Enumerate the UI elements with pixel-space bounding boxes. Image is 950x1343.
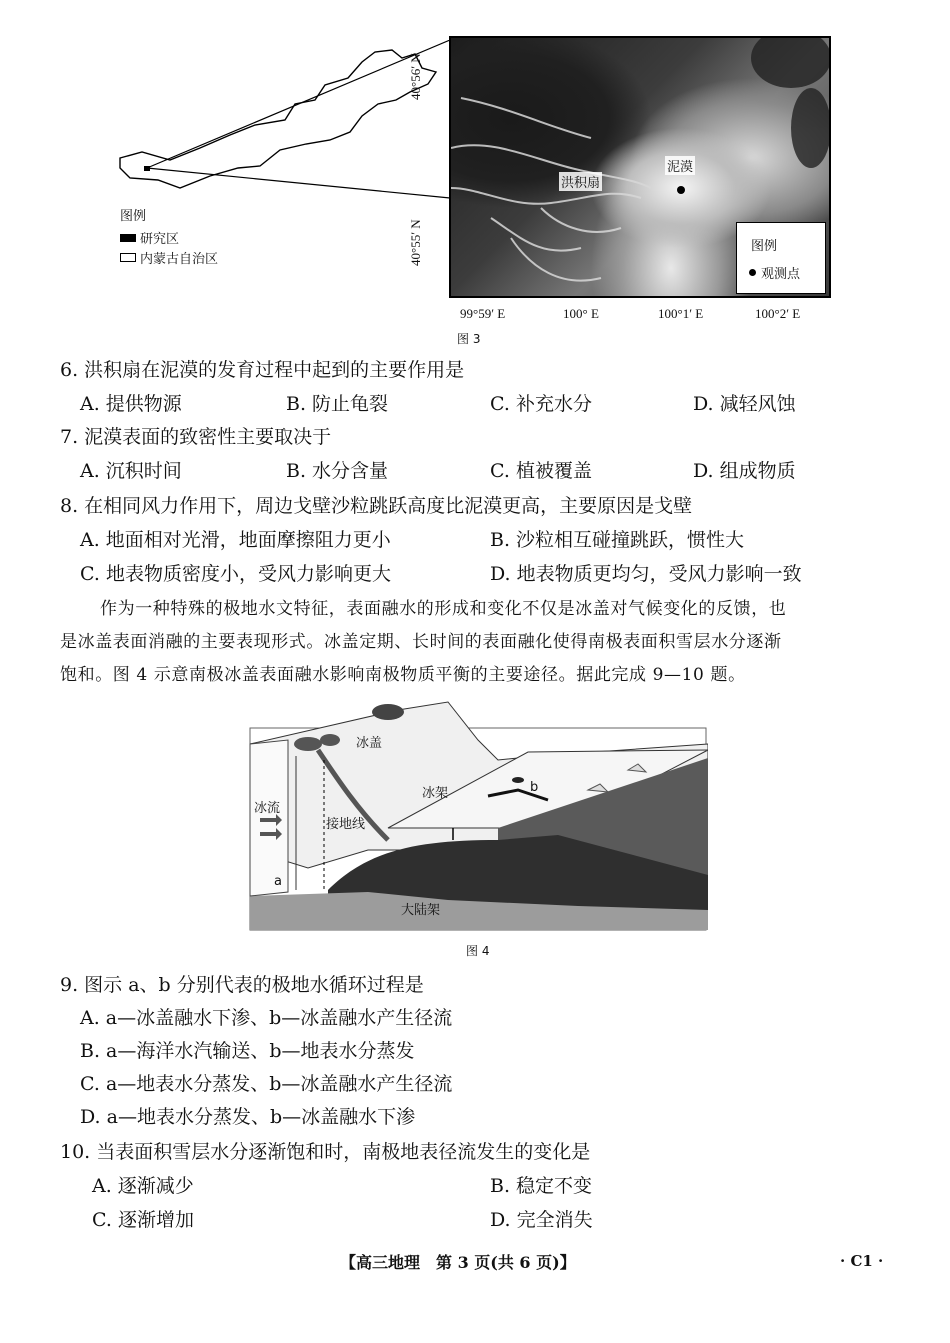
- q8-option-b: B. 沙粒相互碰撞跳跃，惯性大: [490, 529, 745, 551]
- figure-4-caption: 图 4: [466, 944, 490, 958]
- lon-label-1: 99°59′ E: [460, 306, 506, 321]
- q7-stem: 7. 泥漠表面的致密性主要取决于: [60, 426, 332, 448]
- q9-option-c: C. a—地表水分蒸发、b—冰盖融水产生径流: [80, 1073, 453, 1095]
- sat-legend-item: [749, 263, 800, 282]
- melt-pond-2: [294, 737, 322, 751]
- q7-option-a: A. 沉积时间: [80, 460, 182, 482]
- q6-option-c: C. 补充水分: [490, 393, 592, 415]
- label-groundline: 接地线: [326, 817, 366, 832]
- inner-mongolia-map: [110, 40, 455, 200]
- passage-line-1: 作为一种特殊的极地水文特征，表面融水的形成和变化不仅是冰盖对气候变化的反馈，也: [100, 599, 787, 619]
- q7-option-d: D. 组成物质: [693, 460, 796, 482]
- label-continental-shelf: 大陆架: [401, 903, 441, 918]
- passage-line-2: 是冰盖表面消融的主要表现形式。冰盖定期、长时间的表面融化使得南极表面积雪层水分逐渐: [60, 632, 782, 652]
- q10-stem: 10. 当表面积雪层水分逐渐饱和时，南极地表径流发生的变化是: [60, 1141, 591, 1163]
- observation-point-icon: [677, 186, 685, 194]
- passage-line-3: 饱和。图 4 示意南极冰盖表面融水影响南极物质平衡的主要途径。据此完成 9—10 题。: [60, 665, 746, 685]
- map-legend: [120, 205, 146, 224]
- legend-research-swatch: [120, 234, 136, 242]
- q9-option-b: B. a—海洋水汽输送、b—地表水分蒸发: [80, 1040, 415, 1062]
- label-iceshelf: 冰架: [422, 786, 449, 801]
- lon-label-2: 100° E: [563, 306, 599, 321]
- inner-mongolia-outline: [120, 50, 436, 188]
- q6-option-b: B. 防止龟裂: [286, 393, 389, 415]
- melt-pond-3: [320, 734, 340, 746]
- q6-option-d: D. 减轻风蚀: [693, 393, 796, 415]
- q9-option-d: D. a—地表水分蒸发、b—冰盖融水下渗: [80, 1106, 416, 1128]
- satellite-image: [449, 36, 831, 298]
- legend-research-area: [120, 228, 179, 247]
- label-iceflow: 冰流: [254, 801, 281, 816]
- q7-option-c: C. 植被覆盖: [490, 460, 592, 482]
- q7-option-b: B. 水分含量: [286, 460, 389, 482]
- q8-stem: 8. 在相同风力作用下，周边戈壁沙粒跳跃高度比泥漠更高，主要原因是戈壁: [60, 495, 693, 517]
- q6-stem: 6. 洪积扇在泥漠的发育过程中起到的主要作用是: [60, 359, 465, 381]
- sat-legend-title: 图例: [751, 239, 778, 254]
- antarctic-block-diagram: [248, 700, 708, 932]
- lat-label-top: 40°56′ N: [408, 53, 423, 100]
- q10-option-c: C. 逐渐增加: [92, 1209, 194, 1231]
- q9-option-a: A. a—冰盖融水下渗、b—冰盖融水产生径流: [80, 1007, 453, 1029]
- sat-legend-dot-icon: [749, 269, 756, 276]
- sat-legend: [736, 222, 826, 294]
- q10-option-b: B. 稳定不变: [490, 1175, 593, 1197]
- legend-inner-mongolia: [120, 248, 218, 267]
- legend-inner-mongolia-label: 内蒙古自治区: [140, 252, 219, 267]
- q6-option-a: A. 提供物源: [80, 393, 182, 415]
- melt-pond-1: [372, 704, 404, 720]
- q10-option-a: A. 逐渐减少: [92, 1175, 194, 1197]
- lon-label-4: 100°2′ E: [755, 306, 801, 321]
- q8-option-d: D. 地表物质更均匀，受风力影响一致: [490, 563, 802, 585]
- q8-option-c: C. 地表物质密度小，受风力影响更大: [80, 563, 391, 585]
- footer-code: · C1 ·: [840, 1252, 884, 1270]
- legend-inner-mongolia-swatch: [120, 253, 136, 262]
- label-icecap: 冰盖: [356, 736, 383, 751]
- legend-research-label: 研究区: [140, 232, 180, 247]
- label-a: a: [274, 874, 282, 889]
- lon-label-3: 100°1′ E: [658, 306, 704, 321]
- label-mud: 泥漠: [665, 156, 695, 175]
- q10-option-d: D. 完全消失: [490, 1209, 593, 1231]
- lat-label-bottom: 40°55′ N: [408, 219, 423, 266]
- map-legend-title: 图例: [120, 209, 147, 224]
- label-b: b: [530, 780, 539, 795]
- label-fan: 洪积扇: [559, 172, 602, 191]
- q8-option-a: A. 地面相对光滑，地面摩擦阻力更小: [80, 529, 391, 551]
- footer-page-info: 【高三地理 第 3 页(共 6 页)】: [340, 1253, 576, 1272]
- q9-stem: 9. 图示 a、b 分别代表的极地水循环过程是: [60, 974, 424, 996]
- figure-3-caption: 图 3: [457, 332, 481, 346]
- sat-legend-label: 观测点: [761, 267, 801, 282]
